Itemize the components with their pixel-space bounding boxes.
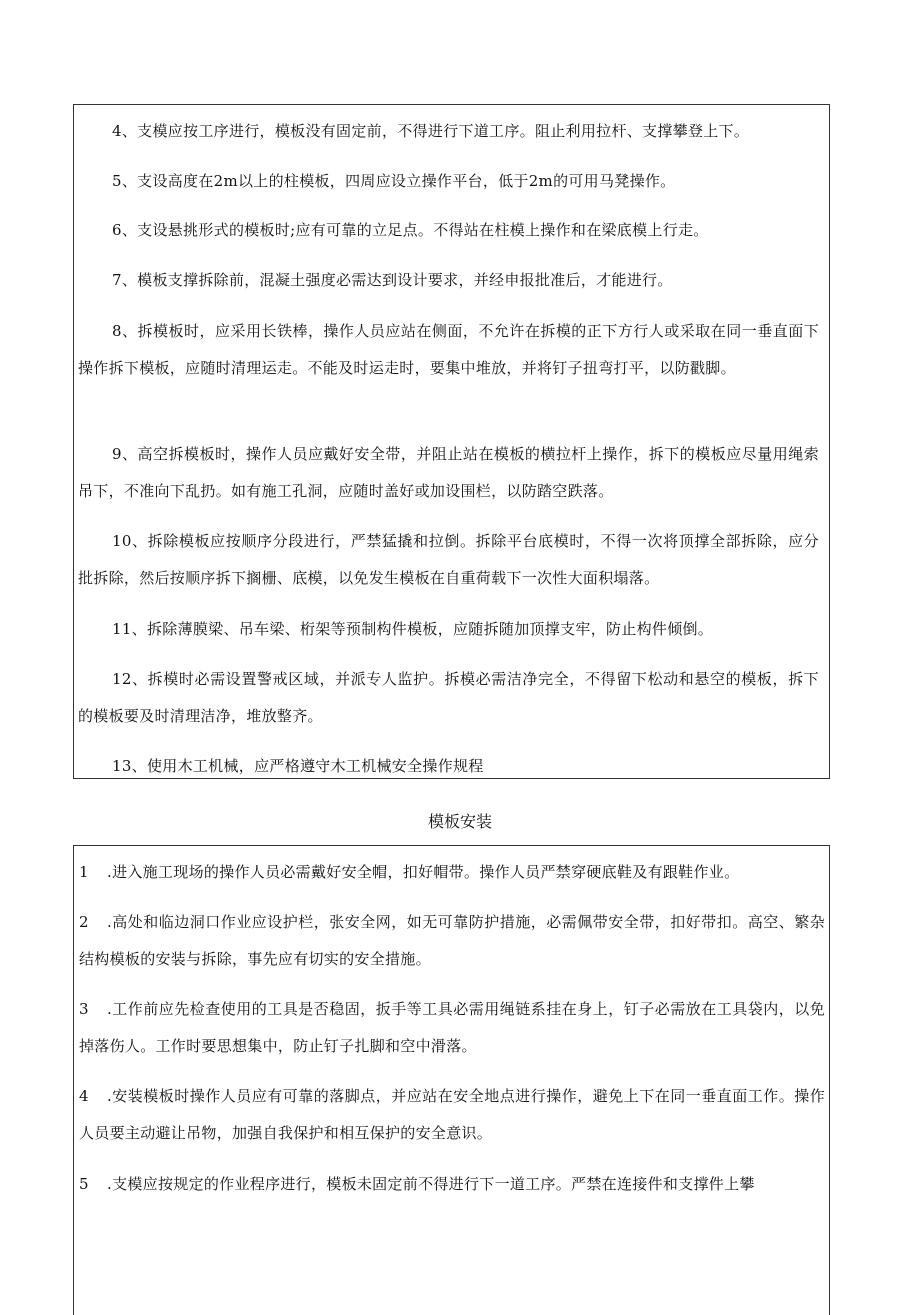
item-number: 3 (79, 1000, 89, 1018)
rule-item-10: 10、拆除模板应按顺序分段进行，严禁猛撬和拉倒。拆除平台底模时，不得一次将顶撑全部拆除，应分批拆除，然后按顺序拆下搁栅、底模，以免发生模板在自重荷载下一次性大面积塌落。 (78, 532, 819, 587)
section-title: 模板安装 (427, 812, 492, 831)
rule-item-4: 4、支模应按工序进行，模板没有固定前，不得进行下道工序。阻止利用拉杆、支撑攀登上下。 (112, 122, 750, 140)
rule-item-8: 8、拆模板时，应采用长铁棒，操作人员应站在侧面，不允许在拆模的正下方行人或采取在同一垂直面下操作拆下模板，应随时清理运走。不能及时运走时，要集中堆放，并将钉子扭弯打平，以防戳脚。 (78, 322, 819, 377)
rule-item-11: 11、拆除薄膜梁、吊车梁、桁架等预制构件模板，应随拆随加顶撑支牢，防止构件倾倒。 (112, 620, 714, 638)
rule-item-12: 12、拆模时必需设置警戒区域，并派专人监护。拆模必需洁净完全，不得留下松动和悬空的模板，拆下的模板要及时清理洁净，堆放整齐。 (78, 670, 819, 725)
item-text: .安装模板时操作人员应有可靠的落脚点，并应站在安全地点进行操作，避免上下在同一垂直面工作。操作人员要主动避让吊物，加强自我保护和相互保护的安全意识。 (79, 1087, 825, 1142)
item-text: .工作前应先检查使用的工具是否稳固，扳手等工具必需用绳链系挂在身上，钉子必需放在工具袋内，以免掉落伤人。工作时要思想集中，防止钉子扎脚和空中滑落。 (79, 1000, 825, 1055)
item-number: 5 (79, 1175, 89, 1193)
install-item-5 (74, 1166, 829, 1203)
rule-item-9: 9、高空拆模板时，操作人员应戴好安全带，并阻止站在模板的横拉杆上操作，拆下的模板应尽量用绳索吊下，不准向下乱扔。如有施工孔洞，应随时盖好或加设围栏，以防踏空跌落。 (78, 445, 819, 500)
rules-table-box (73, 104, 830, 779)
install-item-1 (74, 854, 829, 891)
installation-table-box (73, 845, 830, 1315)
item-text: .进入施工现场的操作人员必需戴好安全帽，扣好帽带。操作人员严禁穿硬底鞋及有跟鞋作业。 (107, 863, 740, 881)
rule-item-13: 13、使用木工机械，应严格遵守木工机械安全操作规程 (112, 757, 484, 775)
install-item-4 (74, 1078, 829, 1152)
item-number: 1 (79, 863, 89, 881)
item-number: 2 (79, 913, 89, 931)
rule-item-5: 5、支设高度在2m以上的柱模板，四周应设立操作平台，低于2m的可用马凳操作。 (112, 172, 676, 190)
rule-item-6: 6、支设悬挑形式的模板时;应有可靠的立足点。不得站在柱模上操作和在梁底模上行走。 (112, 221, 709, 239)
item-number: 4 (79, 1087, 89, 1105)
install-item-2 (74, 904, 829, 978)
item-text: .高处和临边洞口作业应设护栏，张安全网，如无可靠防护措施，必需佩带安全带，扣好带扣。高空、繁杂结构模板的安装与拆除，事先应有切实的安全措施。 (79, 913, 825, 968)
install-item-3 (74, 991, 829, 1065)
rule-item-7: 7、模板支撑拆除前，混凝土强度必需达到设计要求，并经申报批准后，才能进行。 (112, 271, 673, 289)
item-text: .支模应按规定的作业程序进行，模板未固定前不得进行下一道工序。严禁在连接件和支撑件上攀 (107, 1175, 755, 1193)
